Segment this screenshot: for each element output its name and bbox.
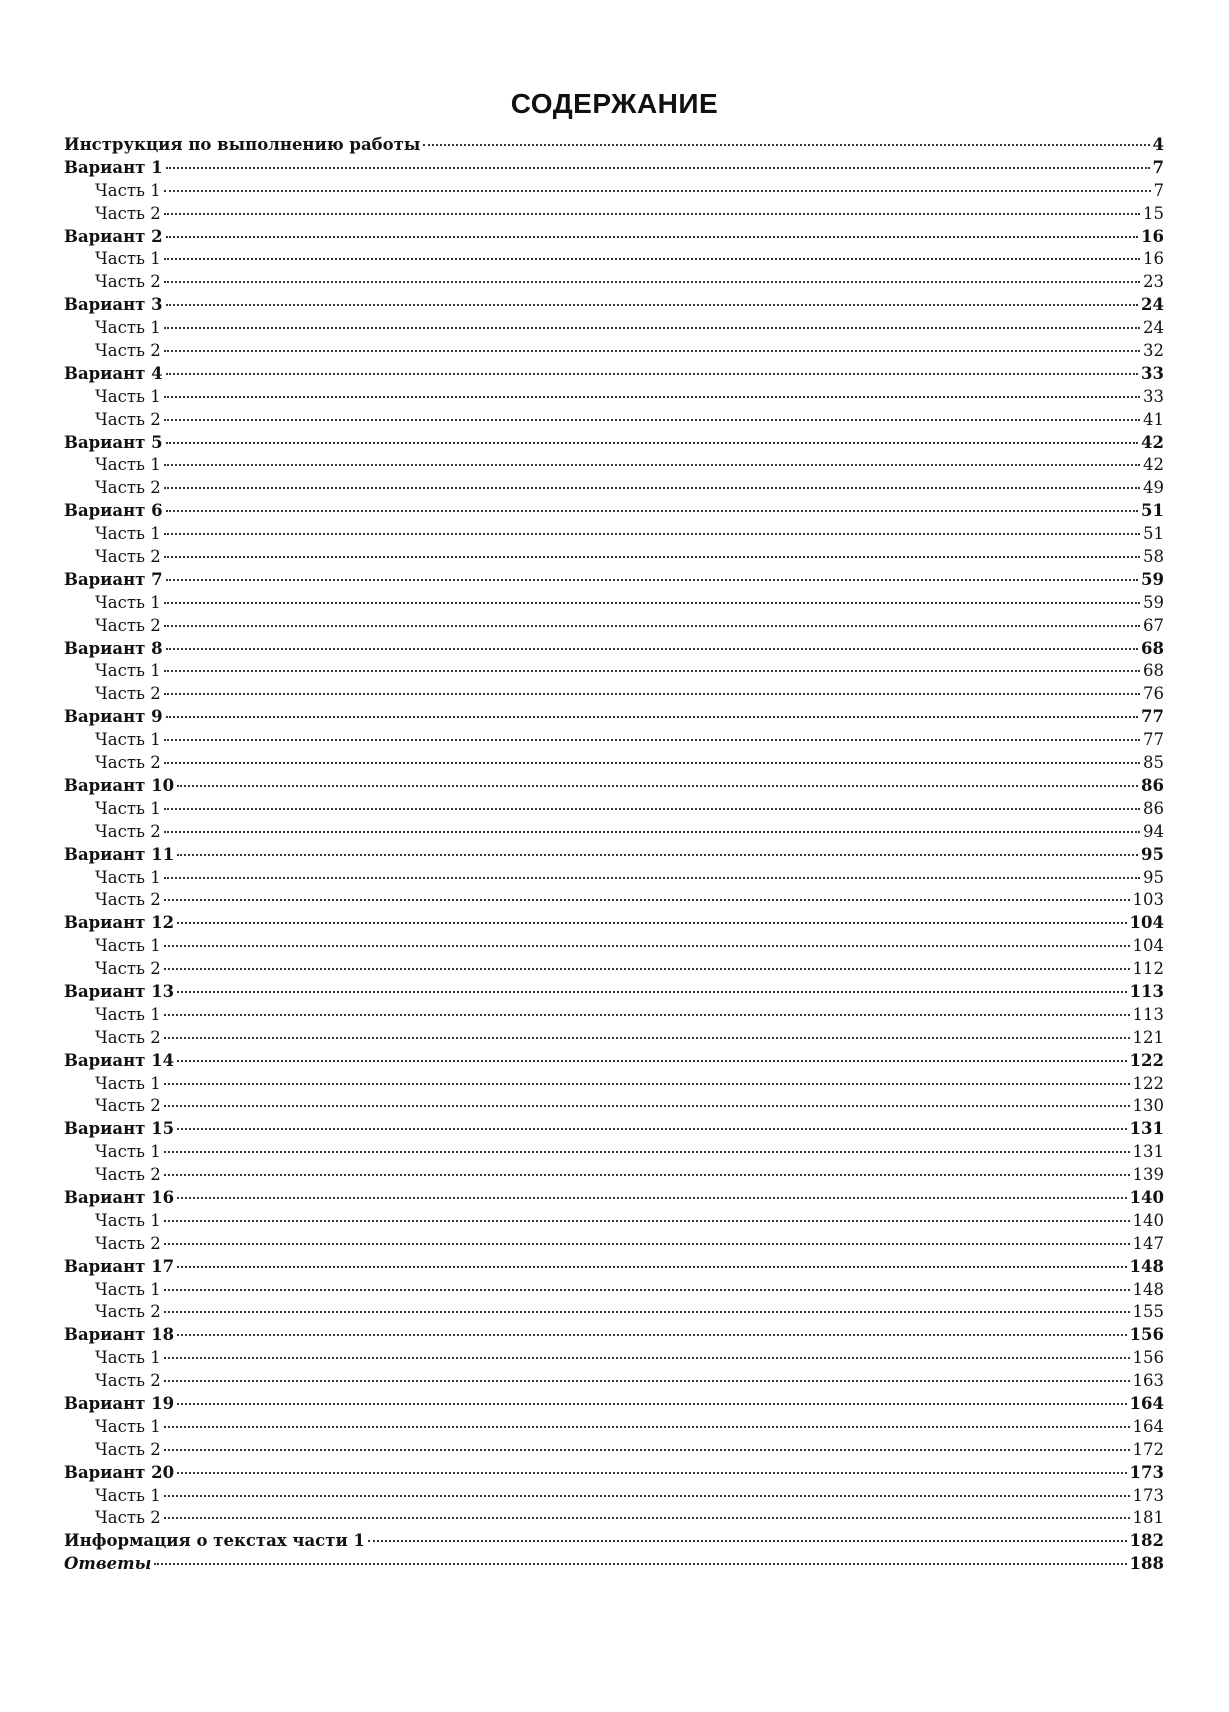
dot-leader: [164, 1449, 1130, 1451]
dot-leader: [164, 831, 1140, 833]
dot-leader: [177, 785, 1138, 787]
toc-entry: [64, 775, 1164, 798]
toc-entry-label: Вариант 9: [64, 707, 163, 727]
toc-subentry: [64, 523, 1164, 546]
toc-subentry: [64, 1004, 1164, 1027]
toc-entry-label: Вариант 8: [64, 638, 163, 658]
toc-page-number: 173: [1132, 1485, 1164, 1505]
dot-leader: [368, 1540, 1127, 1542]
dot-leader: [164, 1243, 1130, 1245]
toc-page-number: 173: [1129, 1462, 1164, 1482]
toc-entry: [64, 1553, 1164, 1576]
dot-leader: [177, 1060, 1126, 1062]
toc-entry-label: Часть 2: [95, 1439, 161, 1459]
toc-entry-label: Часть 2: [95, 1165, 161, 1185]
toc-entry-label: Вариант 20: [64, 1462, 175, 1482]
dot-leader: [164, 1495, 1130, 1497]
dot-leader: [177, 1128, 1126, 1130]
toc-subentry: [64, 660, 1164, 683]
toc-entry-label: Инструкция по выполнению работы: [64, 135, 421, 154]
toc-subentry: [64, 889, 1164, 912]
toc-page-number: 16: [1143, 249, 1164, 269]
dot-leader: [164, 213, 1140, 215]
toc-page-number: 112: [1132, 959, 1164, 979]
dot-leader: [164, 419, 1140, 421]
dot-leader: [164, 556, 1140, 558]
toc-entry-label: Часть 1: [95, 1416, 161, 1436]
toc-subentry: [64, 935, 1164, 958]
dot-leader: [164, 1151, 1130, 1153]
toc-page-number: 7: [1153, 180, 1164, 200]
toc-entry-label: Вариант 6: [64, 501, 163, 521]
toc-entry-label: Часть 2: [95, 1096, 161, 1116]
dot-leader: [164, 533, 1140, 535]
toc-entry-label: Часть 1: [95, 661, 161, 681]
dot-leader: [164, 396, 1140, 398]
toc-page-number: 95: [1141, 844, 1164, 864]
dot-leader: [423, 144, 1149, 146]
dot-leader: [177, 854, 1138, 856]
toc-subentry: [64, 1301, 1164, 1324]
toc-page-number: 76: [1143, 684, 1164, 704]
toc-entry: [64, 134, 1164, 157]
toc-entry-label: Вариант 15: [64, 1119, 175, 1139]
toc-entry-label: Вариант 3: [64, 295, 163, 315]
toc-entry: [64, 638, 1164, 661]
toc-subentry: [64, 1439, 1164, 1462]
dot-leader: [164, 1014, 1130, 1016]
dot-leader: [177, 1472, 1126, 1474]
toc-entry-label: Часть 2: [95, 1508, 161, 1528]
dot-leader: [177, 1334, 1126, 1336]
toc-subentry: [64, 592, 1164, 615]
toc-subentry: [64, 340, 1164, 363]
toc-entry-label: Часть 1: [95, 180, 161, 200]
toc-page-number: 188: [1129, 1554, 1164, 1574]
dot-leader: [164, 968, 1130, 970]
dot-leader: [177, 1403, 1126, 1405]
toc-subentry: [64, 1027, 1164, 1050]
dot-leader: [164, 1380, 1130, 1382]
toc-page-number: 155: [1132, 1302, 1164, 1322]
dot-leader: [164, 258, 1140, 260]
toc-page-number: 121: [1132, 1027, 1164, 1047]
toc-subentry: [64, 317, 1164, 340]
toc-page-number: 77: [1143, 730, 1164, 750]
toc-entry-label: Часть 1: [95, 592, 161, 612]
dot-leader: [164, 487, 1140, 489]
toc-entry-label: Часть 2: [95, 272, 161, 292]
toc-entry: [64, 1462, 1164, 1485]
toc-page-number: 104: [1132, 936, 1164, 956]
toc-entry-label: Часть 2: [95, 1027, 161, 1047]
toc-page-number: 182: [1129, 1531, 1164, 1551]
toc-subentry: [64, 1073, 1164, 1096]
toc-entry: [64, 1118, 1164, 1141]
dot-leader: [164, 464, 1140, 466]
toc-page-number: 42: [1143, 455, 1164, 475]
toc-entry: [64, 432, 1164, 455]
toc-entry-label: Часть 2: [95, 1233, 161, 1253]
toc-entry-label: Вариант 12: [64, 913, 175, 933]
dot-leader: [164, 1357, 1130, 1359]
toc-entry-label: Часть 2: [95, 753, 161, 773]
toc-page-number: 68: [1141, 638, 1164, 658]
toc-page-number: 86: [1143, 798, 1164, 818]
dot-leader: [166, 716, 1138, 718]
toc-entry-label: Вариант 10: [64, 775, 175, 795]
dot-leader: [164, 1105, 1130, 1107]
toc-page-number: 59: [1143, 592, 1164, 612]
toc-entry-label: Ответы: [64, 1554, 152, 1574]
toc-subentry: [64, 867, 1164, 890]
toc-page-number: 16: [1141, 226, 1164, 246]
dot-leader: [154, 1563, 1126, 1565]
dot-leader: [164, 1426, 1130, 1428]
toc-subentry: [64, 477, 1164, 500]
toc-page-number: 86: [1141, 775, 1164, 795]
toc-entry-label: Часть 1: [95, 867, 161, 887]
dot-leader: [164, 739, 1140, 741]
toc-entry-label: Часть 2: [95, 1302, 161, 1322]
dot-leader: [177, 1266, 1126, 1268]
toc-page-number: 15: [1143, 203, 1164, 223]
toc-entry-label: Часть 2: [95, 890, 161, 910]
toc-page-number: 103: [1132, 890, 1164, 910]
toc-page-number: 42: [1141, 432, 1164, 452]
toc-entry: [64, 981, 1164, 1004]
toc-entry-label: Вариант 17: [64, 1256, 175, 1276]
toc-subentry: [64, 958, 1164, 981]
toc-subentry: [64, 1416, 1164, 1439]
toc-subentry: [64, 1279, 1164, 1302]
toc-page-number: 148: [1129, 1256, 1164, 1276]
toc-subentry: [64, 752, 1164, 775]
toc-entry: [64, 363, 1164, 386]
dot-leader: [166, 648, 1138, 650]
toc-entry-label: Часть 2: [95, 478, 161, 498]
toc-entry: [64, 569, 1164, 592]
toc-subentry: [64, 180, 1164, 203]
toc-page-number: 58: [1143, 547, 1164, 567]
toc-subentry: [64, 1370, 1164, 1393]
toc-page-number: 172: [1132, 1439, 1164, 1459]
toc-entry-label: Часть 2: [95, 409, 161, 429]
toc-subentry: [64, 615, 1164, 638]
toc-entry-label: Часть 1: [95, 1485, 161, 1505]
table-of-contents: [64, 134, 1164, 1576]
toc-entry-label: Вариант 14: [64, 1050, 175, 1070]
dot-leader: [164, 190, 1151, 192]
dot-leader: [166, 442, 1138, 444]
dot-leader: [164, 281, 1140, 283]
toc-page-number: 41: [1143, 409, 1164, 429]
toc-page-number: 104: [1129, 913, 1164, 933]
dot-leader: [166, 167, 1150, 169]
toc-subentry: [64, 1347, 1164, 1370]
toc-entry-label: Часть 2: [95, 684, 161, 704]
toc-entry-label: Вариант 19: [64, 1393, 175, 1413]
toc-entry-label: Часть 1: [95, 249, 161, 269]
toc-entry-label: Вариант 4: [64, 363, 163, 383]
toc-entry-label: Часть 1: [95, 730, 161, 750]
toc-entry-label: Вариант 1: [64, 157, 163, 177]
toc-entry: [64, 1324, 1164, 1347]
toc-page-number: 24: [1143, 318, 1164, 338]
toc-entry-label: Часть 1: [95, 524, 161, 544]
toc-page-number: 95: [1143, 867, 1164, 887]
toc-entry-label: Часть 2: [95, 1371, 161, 1391]
toc-page-number: 163: [1132, 1371, 1164, 1391]
dot-leader: [166, 236, 1138, 238]
toc-subentry: [64, 729, 1164, 752]
toc-page-number: 33: [1141, 363, 1164, 383]
toc-entry: [64, 157, 1164, 180]
toc-entry-label: Информация о текстах части 1: [64, 1531, 365, 1551]
toc-page-number: 148: [1132, 1279, 1164, 1299]
toc-page-number: 122: [1129, 1050, 1164, 1070]
dot-leader: [164, 762, 1140, 764]
toc-page-number: 139: [1132, 1165, 1164, 1185]
dot-leader: [164, 1289, 1130, 1291]
toc-page-number: 156: [1129, 1325, 1164, 1345]
toc-entry: [64, 844, 1164, 867]
toc-subentry: [64, 821, 1164, 844]
dot-leader: [164, 1517, 1130, 1519]
toc-page-number: 32: [1143, 341, 1164, 361]
dot-leader: [164, 1311, 1130, 1313]
toc-entry-label: Часть 1: [95, 936, 161, 956]
toc-entry-label: Часть 2: [95, 547, 161, 567]
toc-page-number: 51: [1141, 501, 1164, 521]
toc-subentry: [64, 1095, 1164, 1118]
toc-entry-label: Часть 1: [95, 1142, 161, 1162]
toc-page-number: 164: [1132, 1416, 1164, 1436]
dot-leader: [164, 350, 1140, 352]
dot-leader: [166, 373, 1138, 375]
toc-page-number: 7: [1152, 157, 1164, 177]
toc-entry-label: Часть 1: [95, 318, 161, 338]
toc-entry: [64, 1050, 1164, 1073]
toc-page-number: 49: [1143, 478, 1164, 498]
dot-leader: [164, 877, 1140, 879]
dot-leader: [164, 327, 1140, 329]
dot-leader: [164, 1037, 1130, 1039]
toc-subentry: [64, 203, 1164, 226]
toc-entry-label: Вариант 13: [64, 981, 175, 1001]
toc-entry: [64, 226, 1164, 249]
dot-leader: [164, 808, 1140, 810]
dot-leader: [164, 625, 1140, 627]
toc-entry: [64, 706, 1164, 729]
toc-page-number: 33: [1143, 386, 1164, 406]
toc-page-number: 164: [1129, 1393, 1164, 1413]
toc-entry-label: Часть 1: [95, 1210, 161, 1230]
page-title: СОДЕРЖАНИЕ: [510, 88, 719, 119]
toc-page-number: 51: [1143, 524, 1164, 544]
toc-entry-label: Часть 2: [95, 341, 161, 361]
dot-leader: [166, 510, 1138, 512]
toc-subentry: [64, 409, 1164, 432]
toc-page-number: 113: [1129, 981, 1164, 1001]
toc-subentry: [64, 1233, 1164, 1256]
toc-entry-label: Вариант 5: [64, 432, 163, 452]
toc-entry: [64, 294, 1164, 317]
dot-leader: [164, 602, 1140, 604]
toc-entry-label: Часть 1: [95, 386, 161, 406]
toc-entry-label: Часть 2: [95, 203, 161, 223]
toc-page-number: 94: [1143, 821, 1164, 841]
toc-entry-label: Вариант 18: [64, 1325, 175, 1345]
toc-entry-label: Часть 2: [95, 959, 161, 979]
toc-entry-label: Часть 1: [95, 798, 161, 818]
toc-page-number: 23: [1143, 272, 1164, 292]
toc-entry-label: Часть 2: [95, 615, 161, 635]
toc-page-number: 113: [1132, 1004, 1164, 1024]
toc-entry-label: Часть 1: [95, 455, 161, 475]
toc-page-number: 68: [1143, 661, 1164, 681]
toc-entry: [64, 1256, 1164, 1279]
toc-entry-label: Часть 1: [95, 1073, 161, 1093]
dot-leader: [164, 899, 1130, 901]
dot-leader: [164, 945, 1130, 947]
toc-subentry: [64, 1485, 1164, 1508]
toc-entry-label: Часть 2: [95, 821, 161, 841]
toc-page-number: 59: [1141, 569, 1164, 589]
toc-subentry: [64, 386, 1164, 409]
toc-page-number: 130: [1132, 1096, 1164, 1116]
toc-page-number: 147: [1132, 1233, 1164, 1253]
toc-entry: [64, 500, 1164, 523]
dot-leader: [177, 922, 1126, 924]
toc-page-number: 122: [1132, 1073, 1164, 1093]
toc-page-number: 140: [1129, 1187, 1164, 1207]
dot-leader: [177, 1197, 1126, 1199]
toc-subentry: [64, 1141, 1164, 1164]
toc-subentry: [64, 271, 1164, 294]
toc-subentry: [64, 1164, 1164, 1187]
toc-entry-label: Вариант 7: [64, 569, 163, 589]
toc-page-number: 24: [1141, 295, 1164, 315]
toc-page-number: 140: [1132, 1210, 1164, 1230]
toc-subentry: [64, 546, 1164, 569]
dot-leader: [164, 1083, 1130, 1085]
toc-page-number: 181: [1132, 1508, 1164, 1528]
toc-page-number: 156: [1132, 1348, 1164, 1368]
toc-subentry: [64, 683, 1164, 706]
dot-leader: [177, 991, 1126, 993]
toc-entry-label: Часть 1: [95, 1348, 161, 1368]
toc-subentry: [64, 248, 1164, 271]
toc-page-number: 131: [1129, 1119, 1164, 1139]
toc-page-number: 131: [1132, 1142, 1164, 1162]
toc-entry-label: Вариант 11: [64, 844, 175, 864]
toc-entry-label: Часть 1: [95, 1004, 161, 1024]
toc-page-number: 4: [1152, 135, 1164, 154]
dot-leader: [164, 693, 1140, 695]
toc-entry-label: Часть 1: [95, 1279, 161, 1299]
dot-leader: [166, 579, 1138, 581]
dot-leader: [164, 1174, 1130, 1176]
dot-leader: [166, 304, 1138, 306]
toc-entry-label: Вариант 16: [64, 1187, 175, 1207]
toc-page-number: 85: [1143, 753, 1164, 773]
toc-page-number: 67: [1143, 615, 1164, 635]
dot-leader: [164, 1220, 1130, 1222]
toc-subentry: [64, 454, 1164, 477]
toc-entry: [64, 1187, 1164, 1210]
toc-page-number: 77: [1141, 707, 1164, 727]
toc-subentry: [64, 1507, 1164, 1530]
dot-leader: [164, 670, 1140, 672]
toc-subentry: [64, 1210, 1164, 1233]
toc-entry-label: Вариант 2: [64, 226, 163, 246]
toc-entry: [64, 1393, 1164, 1416]
toc-subentry: [64, 798, 1164, 821]
toc-entry: [64, 912, 1164, 935]
toc-entry: [64, 1530, 1164, 1553]
